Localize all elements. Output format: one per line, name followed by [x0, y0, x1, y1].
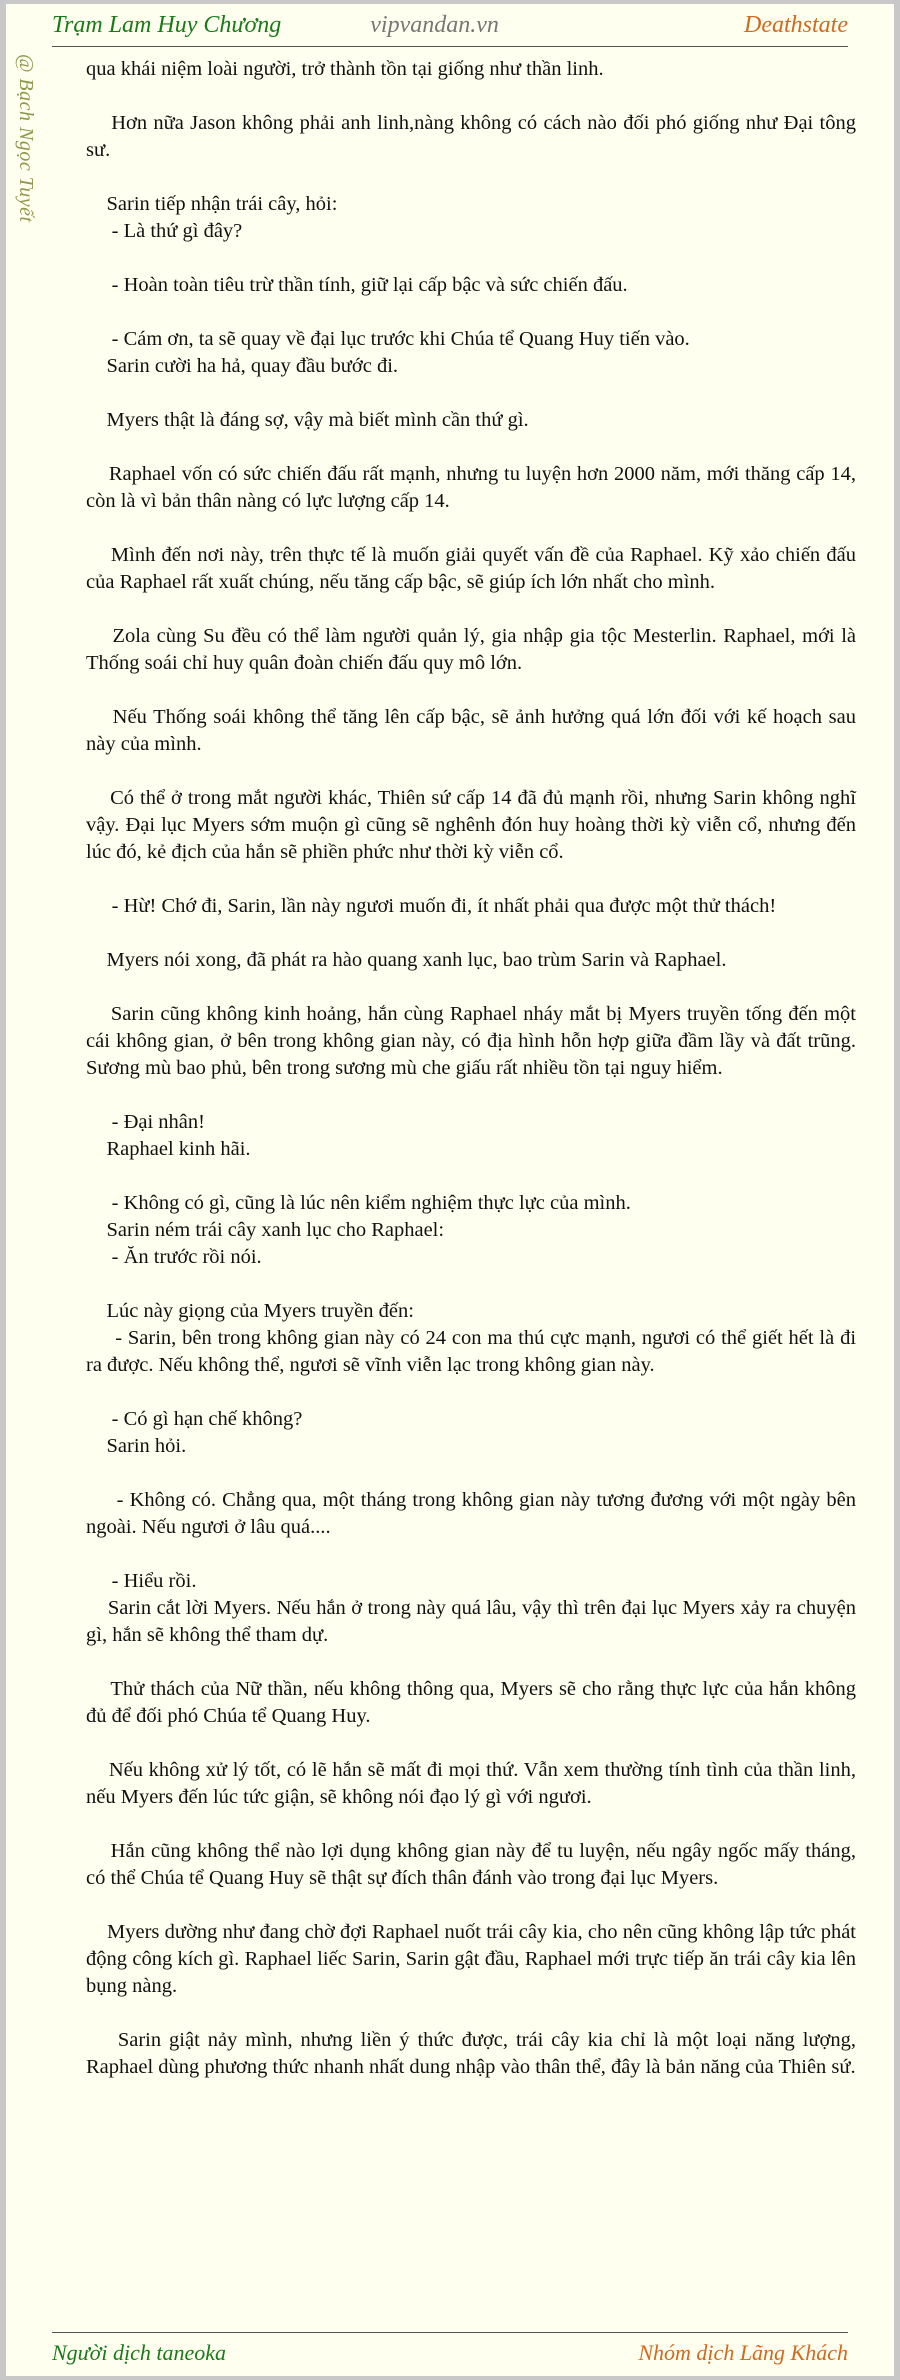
text-line: - Là thứ gì đây? — [86, 220, 243, 242]
text-line: - Hoàn toàn tiêu trừ thần tính, giữ lại cấp bậc và sức chiến đấu. — [86, 274, 628, 296]
paragraph — [86, 56, 856, 83]
text-line: Sarin cười ha hả, quay đầu bước đi. — [86, 355, 399, 377]
text-line: Myers nói xong, đã phát ra hào quang xanh lục, bao trùm Sarin và Raphael. — [86, 949, 727, 971]
text-line: - Cám ơn, ta sẽ quay về đại lục trước khi Chúa tể Quang Huy tiến vào. — [86, 328, 690, 350]
text-line: Nếu không xử lý tốt, có lẽ hắn sẽ mất đi mọi thứ. Vẫn xem thường tính tình của thần linh, nếu Myers đến lúc tức giận, sẽ không nói đạo lý gì với ngươi. — [86, 1759, 862, 1808]
text-line: Sarin ném trái cây xanh lục cho Raphael: — [86, 1219, 445, 1241]
site-name: Trạm Lam Huy Chương — [52, 11, 282, 38]
paragraph — [86, 893, 856, 920]
text-line: Nếu Thống soái không thể tăng lên cấp bậc, sẽ ảnh hưởng quá lớn đối với kế hoạch sau này của mình. — [86, 706, 862, 755]
text-line: Hơn nữa Jason không phải anh linh,nàng không có cách nào đối phó giống như Đại tông sư. — [86, 112, 862, 161]
page-header — [52, 4, 848, 47]
paragraph — [86, 326, 856, 380]
side-credit: @ Bạch Ngọc Tuyết — [15, 54, 37, 223]
text-line: Sarin cắt lời Myers. Nếu hắn ở trong này quá lâu, vậy thì trên đại lục Myers xảy ra chuyện gì, hắn sẽ không thể tham dự. — [86, 1597, 862, 1646]
text-line: Raphael vốn có sức chiến đấu rất mạnh, nhưng tu luyện hơn 2000 năm, mới thăng cấp 14, còn là vì bản thân nàng có lực lượng cấp 14. — [86, 463, 862, 512]
paragraph — [86, 272, 856, 299]
text-line: Sarin cũng không kinh hoảng, hắn cùng Raphael nháy mắt bị Myers truyền tống đến một cái không gian, ở bên trong không gian này, có địa hình hỗn hợp giữa đầm lầy và đất trũng. Sương mù bao phủ, bên trong sương mù che giấu rất nhiều tồn tại nguy hiểm. — [86, 1003, 862, 1079]
text-line: qua khái niệm loài người, trở thành tồn tại giống như thần linh. — [86, 58, 604, 80]
page — [6, 4, 894, 2376]
text-line: - Không có gì, cũng là lúc nên kiểm nghiệm thực lực của mình. — [86, 1192, 631, 1214]
text-line: Myers thật là đáng sợ, vậy mà biết mình cần thứ gì. — [86, 409, 529, 431]
paragraph — [86, 785, 862, 866]
paragraph — [86, 461, 862, 515]
text-line: - Có gì hạn chế không? — [86, 1408, 303, 1430]
text-line: Zola cùng Su đều có thể làm người quản lý, gia nhập gia tộc Mesterlin. Raphael, mới là Thống soái chỉ huy quân đoàn chiến đấu quy mô lớn. — [86, 625, 861, 674]
text-line: - Sarin, bên trong không gian này có 24 con ma thú cực mạnh, ngươi có thể giết hết là đi ra được. Nếu không thể, ngươi sẽ vĩnh viễn lạc trong không gian này. — [86, 1327, 862, 1376]
text-line: Mình đến nơi này, trên thực tế là muốn giải quyết vấn đề của Raphael. Kỹ xảo chiến đấu của Raphael rất xuất chúng, nếu tăng cấp bậc, sẽ giúp ích lớn nhất cho mình. — [86, 544, 862, 593]
page-footer — [52, 2332, 848, 2373]
text-line: - Đại nhân! — [86, 1111, 205, 1133]
paragraph — [86, 1109, 856, 1163]
text-line: Hắn cũng không thể nào lợi dụng không gian này để tu luyện, nếu ngây ngốc mấy tháng, có thể Chúa tể Quang Huy sẽ thật sự đích thân đánh vào trong đại lục Myers. — [86, 1840, 862, 1889]
site-domain: vipvandan.vn — [370, 11, 499, 38]
text-line: - Không có. Chẳng qua, một tháng trong không gian này tương đương với một ngày bên ngoài. Nếu ngươi ở lâu quá.... — [86, 1489, 862, 1538]
paragraph — [86, 1676, 862, 1730]
paragraph — [86, 1568, 862, 1649]
translator-credit: Người dịch taneoka — [52, 2340, 227, 2365]
chapter-content — [86, 56, 862, 2108]
paragraph — [86, 1838, 862, 1892]
text-line: Có thể ở trong mắt người khác, Thiên sứ cấp 14 đã đủ mạnh rồi, nhưng Sarin không nghĩ vậy. Đại lục Myers sớm muộn gì cũng sẽ nghênh đón huy hoàng thời kỳ viễn cổ, nhưng đến lúc đó, kẻ địch của hắn sẽ phiền phức như thời kỳ viễn cổ. — [86, 787, 862, 863]
paragraph — [86, 1757, 862, 1811]
paragraph — [86, 1298, 862, 1379]
paragraph — [86, 704, 862, 758]
paragraph — [86, 191, 856, 245]
text-line: - Hừ! Chớ đi, Sarin, lần này ngươi muốn đi, ít nhất phải qua được một thử thách! — [86, 895, 777, 917]
paragraph — [86, 542, 862, 596]
paragraph — [86, 110, 862, 164]
paragraph — [86, 947, 856, 974]
paragraph — [86, 1190, 856, 1271]
text-line: Lúc này giọng của Myers truyền đến: — [86, 1300, 414, 1322]
paragraph — [86, 1406, 856, 1460]
text-line: Raphael kinh hãi. — [86, 1138, 251, 1160]
book-title: Deathstate — [744, 11, 848, 38]
paragraph — [86, 623, 861, 677]
group-credit: Nhóm dịch Lãng Khách — [638, 2340, 848, 2365]
text-line: Thử thách của Nữ thần, nếu không thông qua, Myers sẽ cho rằng thực lực của hắn không đủ để đối phó Chúa tể Quang Huy. — [86, 1678, 862, 1727]
paragraph — [86, 2027, 862, 2081]
text-line: Myers dường như đang chờ đợi Raphael nuốt trái cây kia, cho nên cũng không lập tức phát động công kích gì. Raphael liếc Sarin, Sarin gật đầu, Raphael mới trực tiếp ăn trái cây kia lên bụng nàng. — [86, 1921, 862, 1997]
text-line: Sarin hỏi. — [86, 1435, 187, 1457]
text-line: Sarin giật nảy mình, nhưng liền ý thức được, trái cây kia chỉ là một loại năng lượng, Raphael dùng phương thức nhanh nhất dung nhập vào thân thể, đây là bản năng của Thiên sứ. — [86, 2029, 862, 2078]
text-line: Sarin tiếp nhận trái cây, hỏi: — [86, 193, 338, 215]
paragraph — [86, 407, 856, 434]
paragraph — [86, 1001, 862, 1082]
text-line: - Hiểu rồi. — [86, 1570, 197, 1592]
paragraph — [86, 1919, 862, 2000]
paragraph — [86, 1487, 862, 1541]
text-line: - Ăn trước rồi nói. — [86, 1246, 262, 1268]
